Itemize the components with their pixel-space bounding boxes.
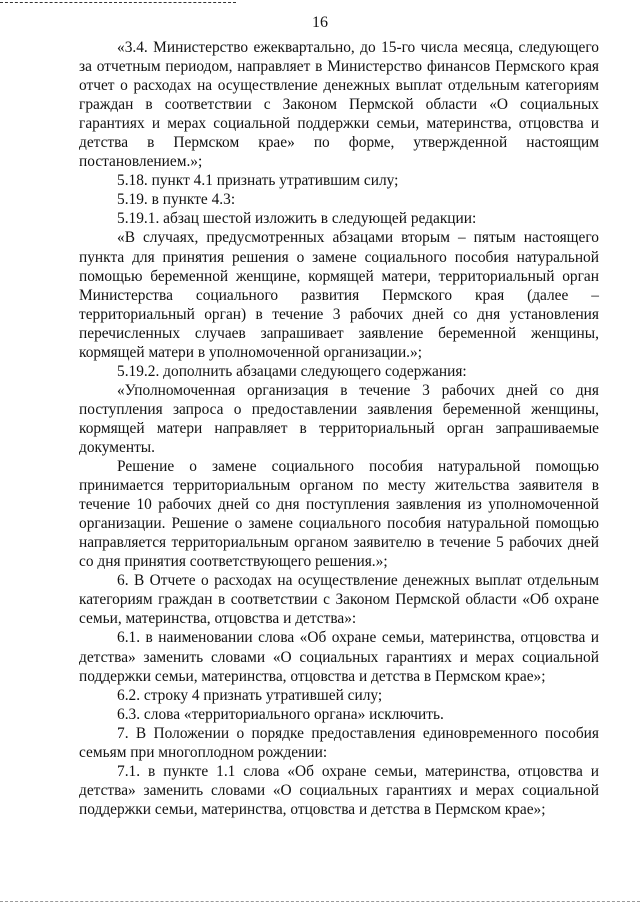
paragraph-quote-cases: «В случаях, предусмотренных абзацами вторым – пятым настоящего пункта для принятия решения о замене социального пособия натуральной помощью беременной женщине, кормящей матери, территориальный орган Министерства социального развития Пермского края (далее – территориальный орган) в течение 3 рабочих дней со дня установления перечисленных случаев запрашивает заявление беременной женщины, кормящей матери в уполномоченной организации.»; — [79, 229, 599, 361]
paragraph-5-18: 5.18. пункт 4.1 признать утратившим силу; — [117, 172, 399, 190]
page-bottom-edge — [0, 901, 640, 902]
page-top-edge — [0, 2, 236, 3]
paragraph-quote-authorized-org: «Уполномоченная организация в течение 3 рабочих дней со дня поступления запроса о предоставлении заявления беременной женщины, кормящей матери направляет в территориальный орган запрашиваемые документы. — [79, 381, 599, 456]
paragraph-6-3: 6.3. слова «территориального органа» исключить. — [117, 705, 444, 723]
paragraph-7: 7. В Положении о порядке предоставления единовременного пособия семьям при многоплодном рождении: — [79, 724, 599, 761]
document-body — [79, 38, 599, 819]
paragraph-6-1: 6.1. в наименовании слова «Об охране семьи, материнства, отцовства и детства» заменить словами «О социальных гарантиях и мерах социальной поддержки семьи, материнства, отцовства и детства в Пермском крае»; — [79, 629, 599, 685]
paragraph-5-19-2: 5.19.2. дополнить абзацами следующего содержания: — [117, 362, 467, 380]
paragraph-6-2: 6.2. строку 4 признать утратившей силу; — [117, 686, 383, 704]
paragraph-7-1: 7.1. в пункте 1.1 слова «Об охране семьи, материнства, отцовства и детства» заменить словами «О социальных гарантиях и мерах социальной поддержки семьи, материнства, отцовства и детства в Пермском крае»; — [79, 762, 599, 818]
paragraph-5-19: 5.19. в пункте 4.3: — [117, 191, 236, 209]
page-number: 16 — [312, 14, 328, 31]
paragraph-3-4: «3.4. Министерство ежеквартально, до 15-го числа месяца, следующего за отчетным периодом, направляет в Министерство финансов Пермского края отчет о расходах на осуществление денежных выплат отдельным категориям граждан в соответствии с Законом Пермской области «О социальных гарантиях и мерах социальной поддержки семьи, материнства, отцовства и детства в Пермском крае» по форме, утвержденной настоящим постановлением.»; — [79, 39, 599, 171]
paragraph-5-19-1: 5.19.1. абзац шестой изложить в следующей редакции: — [117, 210, 477, 228]
paragraph-6: 6. В Отчете о расходах на осуществление денежных выплат отдельным категориям граждан в соответствии с Законом Пермской области «Об охране семьи, материнства, отцовства и детства»: — [79, 572, 599, 628]
paragraph-decision: Решение о замене социального пособия натуральной помощью принимается территориальным органом по месту жительства заявителя в течение 10 рабочих дней со дня поступления заявления из уполномоченной организации. Решение о замене социального пособия натуральной помощью направляется территориальным органом заявителю в течение 5 рабочих дней со дня принятия соответствующего решения.»; — [79, 458, 599, 571]
